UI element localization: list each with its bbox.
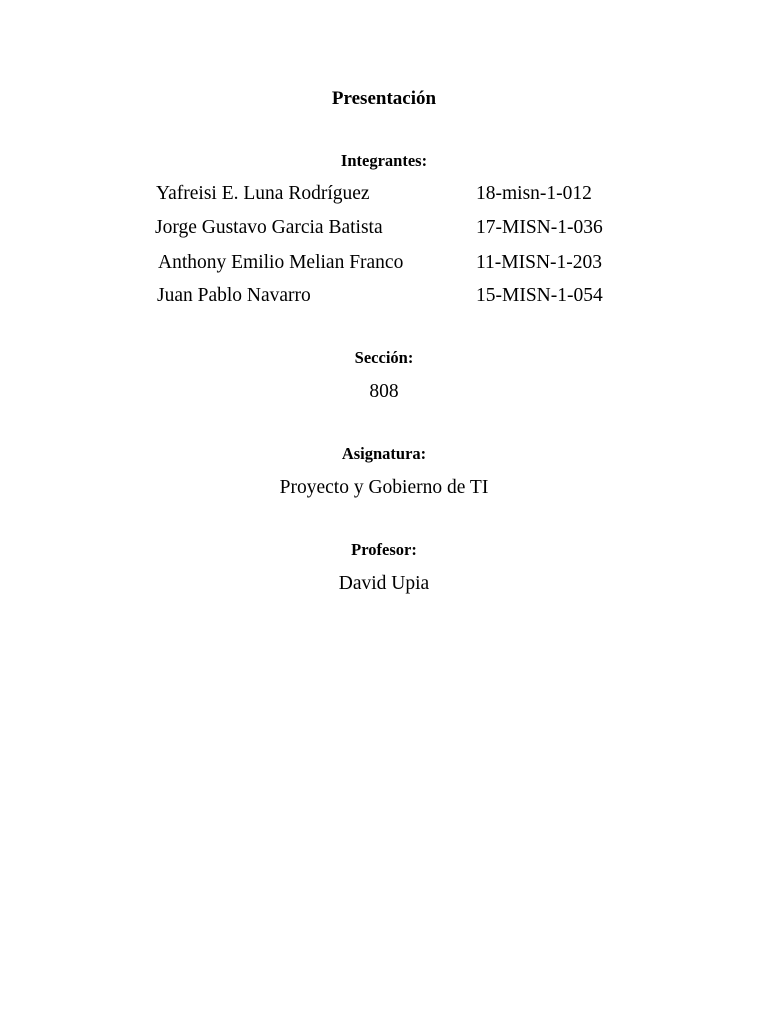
section-label: Sección: [354, 348, 414, 367]
member-name: Anthony Emilio Melian Franco [158, 252, 404, 273]
subject-value: Proyecto y Gobierno de TI [279, 477, 489, 498]
professor-label: Profesor: [351, 540, 417, 559]
professor-value: David Upia [338, 573, 430, 594]
members-label: Integrantes: [340, 151, 428, 170]
member-id: 11-MISN-1-203 [476, 252, 603, 273]
subject-label: Asignatura: [341, 444, 427, 463]
page-title: Presentación [331, 88, 437, 109]
member-id: 15-MISN-1-054 [476, 285, 603, 306]
member-id: 17-MISN-1-036 [476, 217, 603, 238]
section-value: 808 [369, 381, 399, 402]
member-name: Juan Pablo Navarro [157, 285, 311, 306]
member-id: 18-misn-1-012 [476, 183, 592, 204]
member-name: Yafreisi E. Luna Rodríguez [156, 183, 370, 204]
member-name: Jorge Gustavo Garcia Batista [155, 217, 383, 238]
